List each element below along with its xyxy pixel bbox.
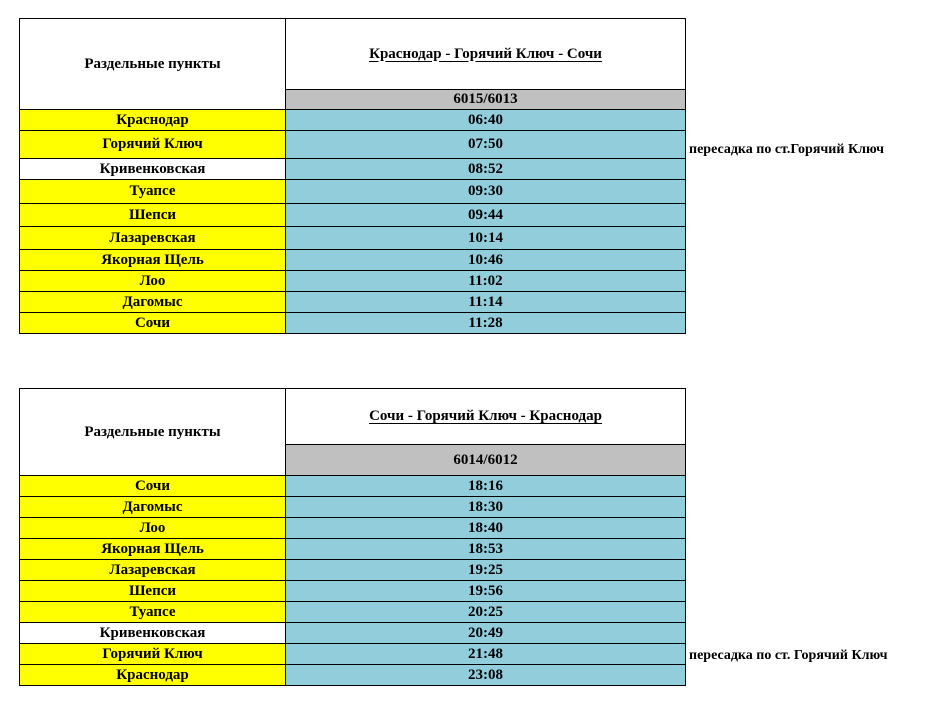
table-row — [20, 250, 686, 271]
table-row — [20, 476, 686, 497]
departure-time: 09:44 — [286, 204, 686, 227]
station-name: Якорная Щель — [20, 250, 286, 271]
station-name: Лазаревская — [20, 560, 286, 581]
table-row — [20, 581, 686, 602]
station-name: Краснодар — [20, 110, 286, 131]
schedule-table-outbound — [19, 18, 686, 334]
station-name: Туапсе — [20, 602, 286, 623]
departure-time: 08:52 — [286, 159, 686, 180]
transfer-note: пересадка по ст. Горячий Ключ — [689, 648, 888, 663]
table-row — [20, 644, 686, 665]
station-name: Лоо — [20, 518, 286, 539]
station-name: Краснодар — [20, 665, 286, 686]
station-name: Якорная Щель — [20, 539, 286, 560]
station-name: Горячий Ключ — [20, 644, 286, 665]
departure-time: 07:50 — [286, 131, 686, 159]
table-row — [20, 271, 686, 292]
table-row — [20, 539, 686, 560]
departure-time: 19:25 — [286, 560, 686, 581]
table-row — [20, 227, 686, 250]
departure-time: 06:40 — [286, 110, 686, 131]
departure-time: 20:49 — [286, 623, 686, 644]
departure-time: 18:30 — [286, 497, 686, 518]
station-name: Кривенковская — [20, 623, 286, 644]
table-row — [20, 110, 686, 131]
schedule-table-return — [19, 388, 686, 686]
departure-time: 21:48 — [286, 644, 686, 665]
departure-time: 18:53 — [286, 539, 686, 560]
station-name: Лоо — [20, 271, 286, 292]
station-name: Сочи — [20, 313, 286, 334]
table-row — [20, 292, 686, 313]
table-row — [20, 623, 686, 644]
header-label: Раздельные пункты — [20, 19, 286, 110]
table-row — [20, 518, 686, 539]
transfer-note: пересадка по ст.Горячий Ключ — [689, 142, 885, 157]
departure-time: 11:14 — [286, 292, 686, 313]
route-title: Краснодар - Горячий Ключ - Сочи — [286, 19, 686, 90]
table-row — [20, 204, 686, 227]
table-row — [20, 131, 686, 159]
table-row — [20, 497, 686, 518]
train-number: 6014/6012 — [286, 445, 686, 476]
departure-time: 23:08 — [286, 665, 686, 686]
station-name: Кривенковская — [20, 159, 286, 180]
departure-time: 20:25 — [286, 602, 686, 623]
table-row — [20, 560, 686, 581]
header-label: Раздельные пункты — [20, 389, 286, 476]
table-row — [20, 180, 686, 204]
table-row — [20, 159, 686, 180]
table-row — [20, 665, 686, 686]
departure-time: 11:28 — [286, 313, 686, 334]
departure-time: 10:46 — [286, 250, 686, 271]
table-row — [20, 313, 686, 334]
departure-time: 09:30 — [286, 180, 686, 204]
table-row — [20, 602, 686, 623]
station-name: Туапсе — [20, 180, 286, 204]
station-name: Лазаревская — [20, 227, 286, 250]
departure-time: 11:02 — [286, 271, 686, 292]
station-name: Дагомыс — [20, 497, 286, 518]
station-name: Дагомыс — [20, 292, 286, 313]
departure-time: 18:40 — [286, 518, 686, 539]
route-title: Сочи - Горячий Ключ - Краснодар — [286, 389, 686, 445]
departure-time: 18:16 — [286, 476, 686, 497]
station-name: Шепси — [20, 204, 286, 227]
train-number: 6015/6013 — [286, 90, 686, 110]
station-name: Горячий Ключ — [20, 131, 286, 159]
departure-time: 19:56 — [286, 581, 686, 602]
station-name: Сочи — [20, 476, 286, 497]
departure-time: 10:14 — [286, 227, 686, 250]
station-name: Шепси — [20, 581, 286, 602]
